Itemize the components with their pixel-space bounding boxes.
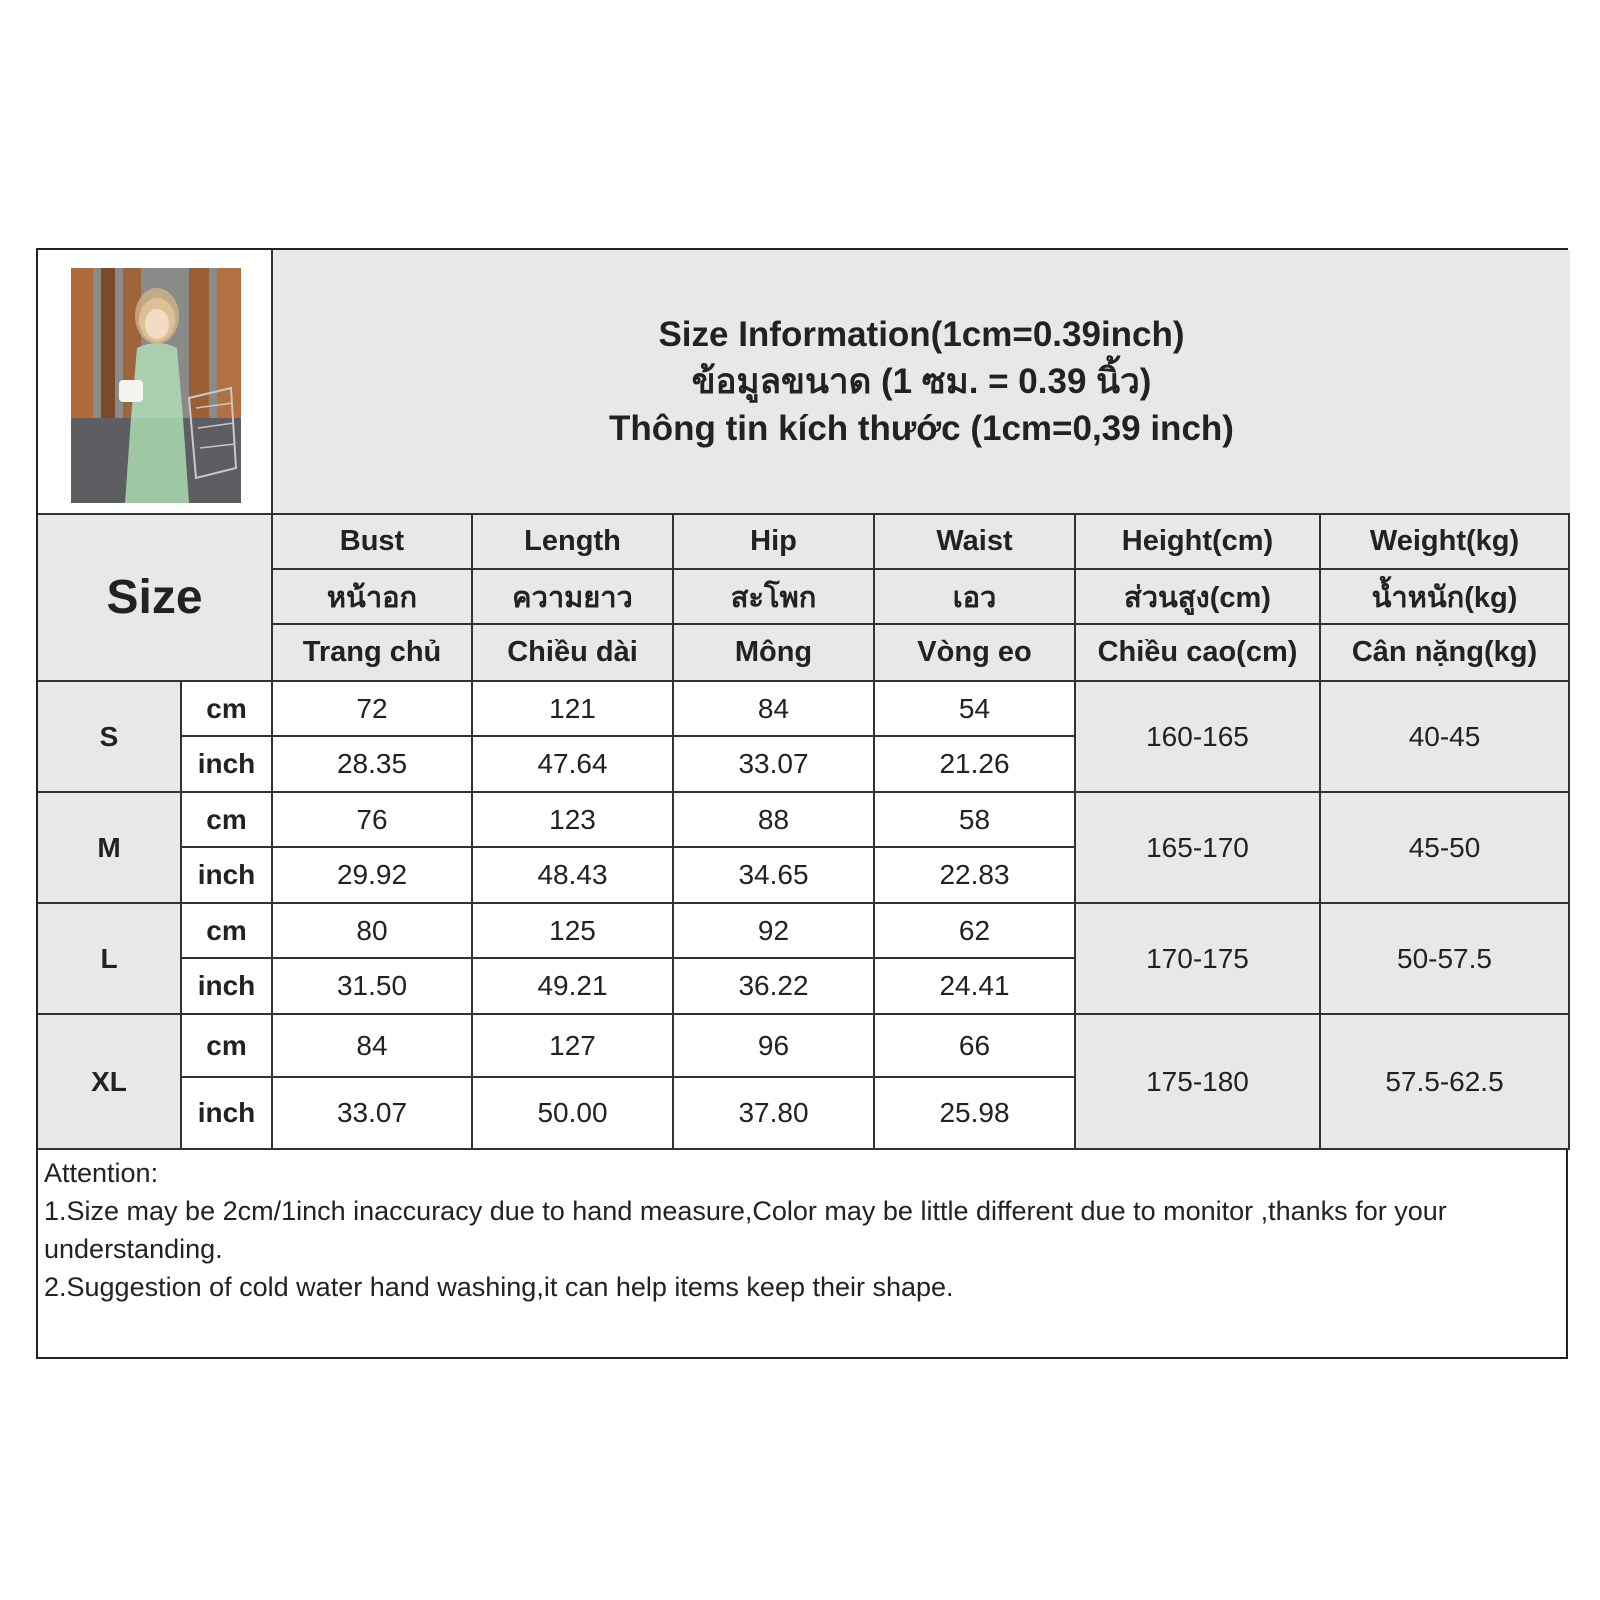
measurement-inch-cell: 50.00	[473, 1078, 674, 1150]
measurement-cm-cell: 125	[473, 904, 674, 959]
product-photo-cell	[38, 250, 273, 515]
measurement-cm-cell: 88	[674, 793, 875, 848]
measurement-inch-cell: 25.98	[875, 1078, 1076, 1150]
size-header: Size	[106, 571, 203, 624]
measurement-cm-cell: 66	[875, 1015, 1076, 1078]
column-header-en: Waist	[875, 515, 1076, 570]
title-block	[273, 250, 1570, 515]
unit-label-cm: cm	[182, 682, 273, 737]
size-label-M: M	[38, 793, 182, 904]
unit-label-inch: inch	[182, 1078, 273, 1150]
measurement-inch-cell: 34.65	[674, 848, 875, 904]
measurement-inch-cell: 47.64	[473, 737, 674, 793]
height-cell: 170-175	[1076, 904, 1321, 1015]
measurement-cm-cell: 80	[273, 904, 473, 959]
column-header-th: ส่วนสูง(cm)	[1076, 570, 1321, 625]
attention-notes	[38, 1150, 1566, 1357]
column-header-th: ความยาว	[473, 570, 674, 625]
measurement-cm-cell: 72	[273, 682, 473, 737]
measurement-inch-cell: 29.92	[273, 848, 473, 904]
unit-label-cm: cm	[182, 793, 273, 848]
column-header-th: เอว	[875, 570, 1076, 625]
measurement-cm-cell: 84	[273, 1015, 473, 1078]
unit-label-inch: inch	[182, 959, 273, 1015]
height-cell: 160-165	[1076, 682, 1321, 793]
title-english: Size Information(1cm=0.39inch)	[658, 315, 1185, 354]
measurement-cm-cell: 62	[875, 904, 1076, 959]
weight-cell: 57.5-62.5	[1321, 1015, 1570, 1150]
weight-cell: 45-50	[1321, 793, 1570, 904]
height-cell: 165-170	[1076, 793, 1321, 904]
column-header-vi: Trang chủ	[273, 625, 473, 682]
measurement-cm-cell: 84	[674, 682, 875, 737]
notes-heading: Attention:	[44, 1158, 159, 1188]
unit-label-cm: cm	[182, 904, 273, 959]
measurement-inch-cell: 21.26	[875, 737, 1076, 793]
measurement-cm-cell: 121	[473, 682, 674, 737]
height-cell: 175-180	[1076, 1015, 1321, 1150]
measurement-inch-cell: 24.41	[875, 959, 1076, 1015]
measurement-inch-cell: 36.22	[674, 959, 875, 1015]
column-header-vi: Cân nặng(kg)	[1321, 625, 1570, 682]
measurement-cm-cell: 54	[875, 682, 1076, 737]
size-chart	[36, 248, 1568, 1359]
unit-label-inch: inch	[182, 848, 273, 904]
column-header-en: Hip	[674, 515, 875, 570]
measurement-inch-cell: 31.50	[273, 959, 473, 1015]
unit-label-inch: inch	[182, 737, 273, 793]
size-header-cell	[38, 515, 273, 682]
measurement-cm-cell: 58	[875, 793, 1076, 848]
column-header-vi: Vòng eo	[875, 625, 1076, 682]
note-item: 2.Suggestion of cold water hand washing,it can help items keep their shape.	[44, 1272, 954, 1302]
weight-cell: 40-45	[1321, 682, 1570, 793]
measurement-cm-cell: 92	[674, 904, 875, 959]
column-header-vi: Mông	[674, 625, 875, 682]
unit-label-cm: cm	[182, 1015, 273, 1078]
column-header-th: หน้าอก	[273, 570, 473, 625]
measurement-inch-cell: 49.21	[473, 959, 674, 1015]
size-label-XL: XL	[38, 1015, 182, 1150]
measurement-inch-cell: 33.07	[674, 737, 875, 793]
column-header-th: สะโพก	[674, 570, 875, 625]
measurement-inch-cell: 28.35	[273, 737, 473, 793]
weight-cell: 50-57.5	[1321, 904, 1570, 1015]
measurement-inch-cell: 48.43	[473, 848, 674, 904]
size-label-L: L	[38, 904, 182, 1015]
column-header-th: น้ำหนัก(kg)	[1321, 570, 1570, 625]
column-header-en: Height(cm)	[1076, 515, 1321, 570]
column-header-vi: Chiều dài	[473, 625, 674, 682]
measurement-cm-cell: 96	[674, 1015, 875, 1078]
column-header-vi: Chiều cao(cm)	[1076, 625, 1321, 682]
note-item: 1.Size may be 2cm/1inch inaccuracy due to hand measure,Color may be little different due to monitor ,thanks for your understanding.	[44, 1196, 1447, 1264]
measurement-cm-cell: 127	[473, 1015, 674, 1078]
measurement-inch-cell: 22.83	[875, 848, 1076, 904]
title-thai: ข้อมูลขนาด (1 ซม. = 0.39 นิ้ว)	[691, 362, 1152, 401]
model-photo-icon	[71, 268, 241, 503]
measurement-inch-cell: 37.80	[674, 1078, 875, 1150]
measurement-inch-cell: 33.07	[273, 1078, 473, 1150]
column-header-en: Length	[473, 515, 674, 570]
size-label-S: S	[38, 682, 182, 793]
measurement-cm-cell: 76	[273, 793, 473, 848]
measurement-cm-cell: 123	[473, 793, 674, 848]
column-header-en: Bust	[273, 515, 473, 570]
title-vietnamese: Thông tin kích thước (1cm=0,39 inch)	[609, 409, 1234, 448]
column-header-en: Weight(kg)	[1321, 515, 1570, 570]
